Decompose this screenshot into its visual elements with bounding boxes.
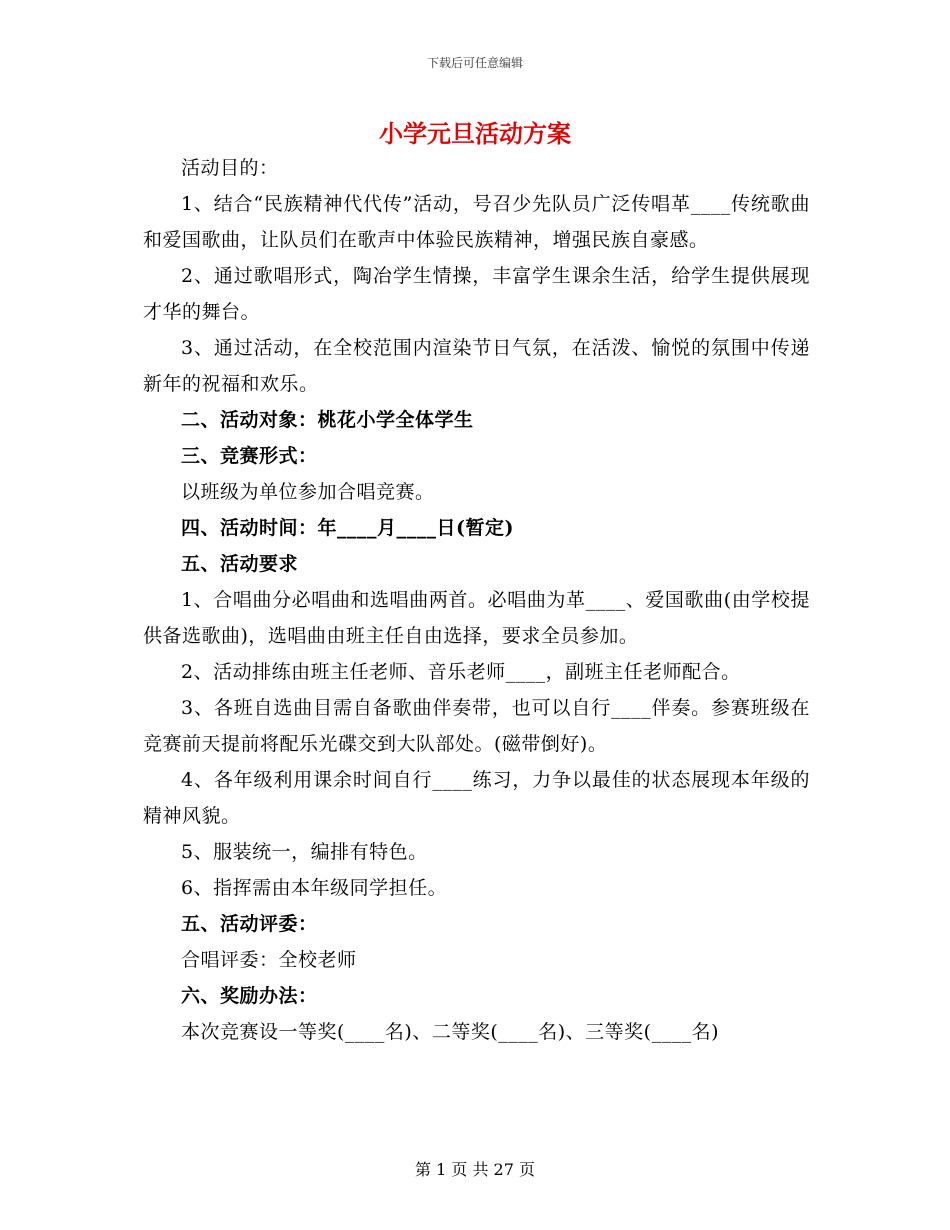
section-heading: 二、活动对象：桃花小学全体学生 — [181, 409, 474, 431]
section-heading: 六、奖励办法： — [181, 985, 318, 1007]
body-paragraph: 2、通过歌唱形式，陶冶学生情操，丰富学生课余生活，给学生提供展现才华的舞台。 — [143, 265, 810, 323]
body-paragraph: 以班级为单位参加合唱竞赛。 — [181, 481, 435, 503]
body-paragraph: 6、指挥需由本年级同学担任。 — [181, 877, 448, 899]
section-heading: 五、活动评委： — [181, 913, 318, 935]
document-body — [143, 150, 810, 1050]
section-heading: 五、活动要求 — [181, 553, 299, 575]
document-title: 小学元旦活动方案 — [379, 119, 571, 148]
body-paragraph: 3、各班自选曲目需自备歌曲伴奏带，也可以自行____伴奏。参赛班级在竞赛前天提前将配乐光碟交到大队部处。(磁带倒好)。 — [143, 697, 810, 755]
body-paragraph: 4、各年级利用课余时间自行____练习，力争以最佳的状态展现本年级的精神风貌。 — [143, 769, 810, 827]
section-heading: 四、活动时间：年____月____日(暂定) — [181, 517, 514, 539]
body-paragraph: 合唱评委：全校老师 — [181, 949, 357, 971]
body-paragraph: 1、结合“民族精神代代传”活动，号召少先队员广泛传唱革____传统歌曲和爱国歌曲，让队员们在歌声中体验民族精神，增强民族自豪感。 — [143, 193, 810, 251]
body-paragraph: 本次竞赛设一等奖(____名)、二等奖(____名)、三等奖(____名) — [181, 1021, 719, 1043]
body-paragraph: 3、通过活动，在全校范围内渲染节日气氛，在活泼、愉悦的氛围中传递新年的祝福和欢乐。 — [143, 337, 810, 395]
body-paragraph: 2、活动排练由班主任老师、音乐老师____，副班主任老师配合。 — [181, 661, 741, 683]
page-header: 下载后可任意编辑 — [426, 56, 523, 70]
section-heading: 三、竞赛形式： — [181, 445, 318, 467]
body-paragraph: 活动目的： — [181, 157, 279, 179]
page-footer: 第 1 页 共 27 页 — [415, 1160, 535, 1179]
body-paragraph: 1、合唱曲分必唱曲和选唱曲两首。必唱曲为革____、爱国歌曲(由学校提供备选歌曲)，选唱曲由班主任自由选择，要求全员参加。 — [143, 589, 810, 647]
body-paragraph: 5、服装统一，编排有特色。 — [181, 841, 428, 863]
